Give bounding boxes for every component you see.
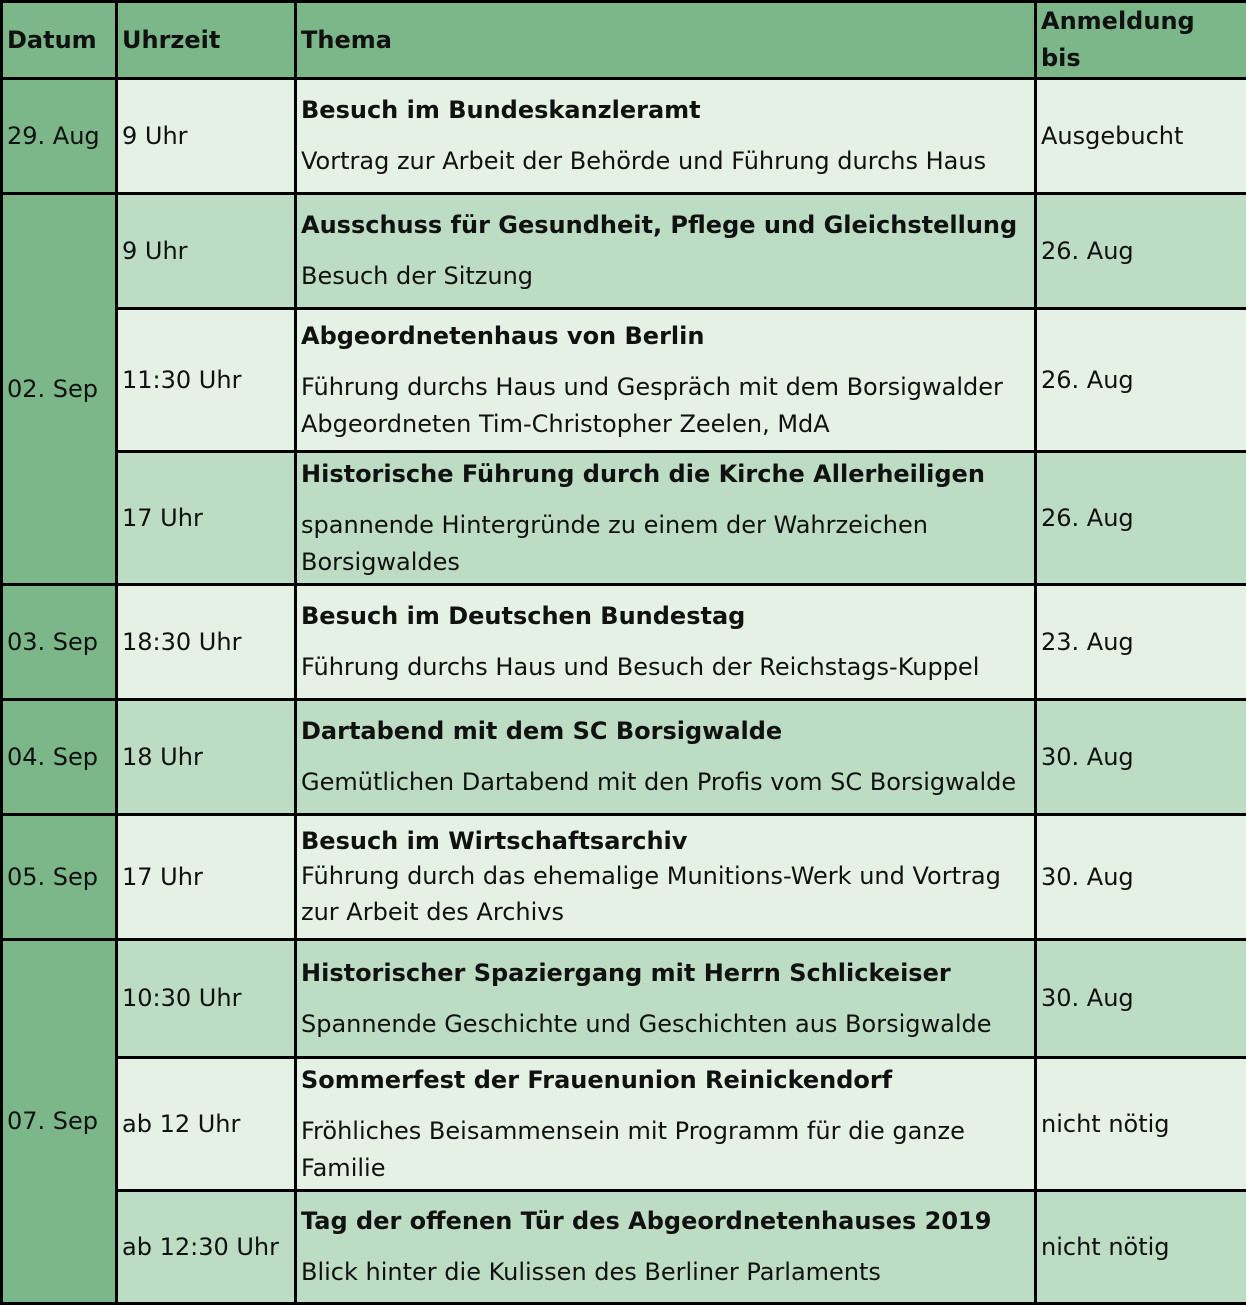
event-description: Führung durch das ehemalige Munitions-Werk und Vortrag zur Arbeit des Archivs [301,858,1030,930]
date-cell: 02. Sep [2,194,117,585]
event-title: Ausschuss für Gesundheit, Pflege und Gleichstellung [301,207,1030,244]
time-cell: ab 12:30 Uhr [117,1191,296,1304]
time-cell: ab 12 Uhr [117,1058,296,1191]
event-description: Blick hinter die Kulissen des Berliner Parlaments [301,1254,1030,1291]
topic-cell [296,1191,1036,1304]
registration-cell: nicht nötig [1036,1058,1246,1191]
registration-cell: Ausgebucht [1036,79,1246,194]
table-row [2,1058,1246,1191]
date-cell: 03. Sep [2,585,117,700]
header-time: Uhrzeit [117,2,296,79]
topic-cell [296,79,1036,194]
event-description: Vortrag zur Arbeit der Behörde und Führung durchs Haus [301,143,1030,180]
event-description: spannende Hintergründe zu einem der Wahrzeichen Borsigwaldes [301,507,1030,581]
date-cell: 29. Aug [2,79,117,194]
registration-cell: 30. Aug [1036,815,1246,940]
topic-cell [296,452,1036,585]
topic-cell [296,309,1036,452]
table-row [2,194,1246,309]
time-cell: 18 Uhr [117,700,296,815]
registration-cell: 23. Aug [1036,585,1246,700]
event-description: Führung durchs Haus und Gespräch mit dem Borsigwalder Abgeordneten Tim-Christopher Zeelen, MdA [301,369,1030,443]
time-cell: 18:30 Uhr [117,585,296,700]
header-date: Datum [2,2,117,79]
registration-cell: 30. Aug [1036,700,1246,815]
time-cell: 11:30 Uhr [117,309,296,452]
table-row [2,700,1246,815]
time-cell: 17 Uhr [117,452,296,585]
table-row [2,79,1246,194]
table-row [2,309,1246,452]
registration-cell: 26. Aug [1036,194,1246,309]
event-title: Besuch im Deutschen Bundestag [301,598,1030,635]
table-row [2,1191,1246,1304]
date-cell: 04. Sep [2,700,117,815]
topic-cell [296,585,1036,700]
event-title: Tag der offenen Tür des Abgeordnetenhauses 2019 [301,1203,1030,1240]
header-registration: Anmeldung bis [1036,2,1246,79]
table-row [2,940,1246,1058]
time-cell: 17 Uhr [117,815,296,940]
event-title: Historischer Spaziergang mit Herrn Schlickeiser [301,955,1030,992]
registration-cell: 26. Aug [1036,309,1246,452]
registration-cell: 30. Aug [1036,940,1246,1058]
registration-cell: 26. Aug [1036,452,1246,585]
time-cell: 9 Uhr [117,194,296,309]
date-cell: 07. Sep [2,940,117,1304]
event-title: Dartabend mit dem SC Borsigwalde [301,713,1030,750]
topic-cell [296,1058,1036,1191]
event-description: Führung durchs Haus und Besuch der Reichstags-Kuppel [301,649,1030,686]
registration-cell: nicht nötig [1036,1191,1246,1304]
date-cell: 05. Sep [2,815,117,940]
event-title: Besuch im Bundeskanzleramt [301,92,1030,129]
time-cell: 10:30 Uhr [117,940,296,1058]
table-row [2,585,1246,700]
event-description: Spannende Geschichte und Geschichten aus Borsigwalde [301,1006,1030,1043]
event-description: Besuch der Sitzung [301,258,1030,295]
header-row [2,2,1246,79]
event-title: Sommerfest der Frauenunion Reinickendorf [301,1062,1030,1099]
event-title: Historische Führung durch die Kirche Allerheiligen [301,456,1030,493]
time-cell: 9 Uhr [117,79,296,194]
topic-cell [296,194,1036,309]
topic-cell [296,940,1036,1058]
event-title: Besuch im Wirtschaftsarchiv [301,824,1030,858]
table-row [2,452,1246,585]
event-title: Abgeordnetenhaus von Berlin [301,318,1030,355]
table-row [2,815,1246,940]
topic-cell [296,815,1036,940]
header-topic: Thema [296,2,1036,79]
event-description: Gemütlichen Dartabend mit den Profis vom SC Borsigwalde [301,764,1030,801]
event-description: Fröhliches Beisammensein mit Programm für die ganze Familie [301,1113,1030,1187]
topic-cell [296,700,1036,815]
